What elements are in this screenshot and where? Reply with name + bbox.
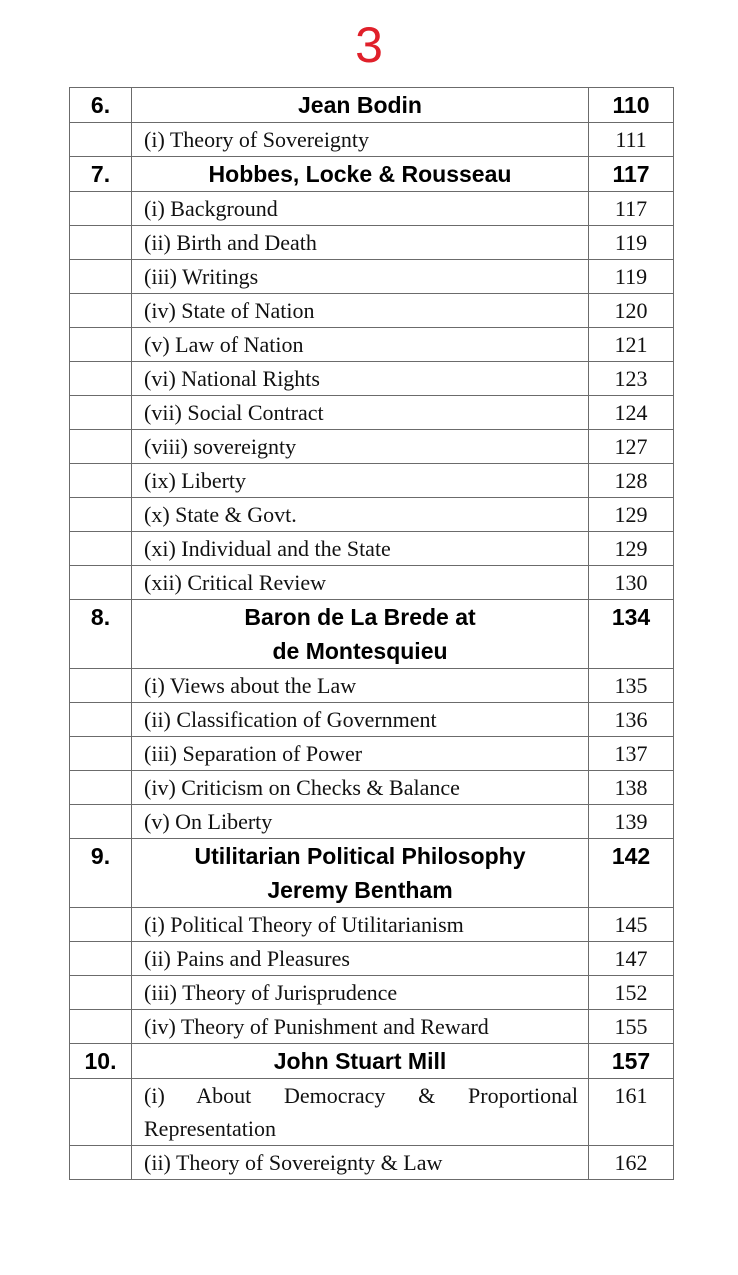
chapter-page: 134 <box>589 600 674 669</box>
section-page: 111 <box>589 123 674 157</box>
section-title: (iii) Theory of Jurisprudence <box>132 976 589 1010</box>
section-page: 161 <box>589 1079 674 1146</box>
section-title: (iv) Theory of Punishment and Reward <box>132 1010 589 1044</box>
chapter-row <box>70 157 674 192</box>
chapter-number: 9. <box>70 839 132 908</box>
section-page: 145 <box>589 908 674 942</box>
section-title: (i) Views about the Law <box>132 669 589 703</box>
chapter-page: 157 <box>589 1044 674 1079</box>
section-title: (i) Background <box>132 192 589 226</box>
section-title: (vii) Social Contract <box>132 396 589 430</box>
section-title <box>132 1079 589 1146</box>
section-row <box>70 703 674 737</box>
section-row <box>70 430 674 464</box>
section-page: 127 <box>589 430 674 464</box>
chapter-title <box>132 600 589 669</box>
section-row <box>70 1010 674 1044</box>
chapter-page: 142 <box>589 839 674 908</box>
section-page: 162 <box>589 1146 674 1180</box>
section-title: (vi) National Rights <box>132 362 589 396</box>
section-row <box>70 805 674 839</box>
section-title: (v) Law of Nation <box>132 328 589 362</box>
section-page: 137 <box>589 737 674 771</box>
section-title: (iii) Separation of Power <box>132 737 589 771</box>
section-page: 121 <box>589 328 674 362</box>
chapter-title: John Stuart Mill <box>132 1044 589 1079</box>
chapter-number: 7. <box>70 157 132 192</box>
chapter-page: 110 <box>589 88 674 123</box>
chapter-title <box>132 839 589 908</box>
chapter-title-line: de Montesquieu <box>272 638 448 664</box>
section-title: (v) On Liberty <box>132 805 589 839</box>
chapter-title-line: Utilitarian Political Philosophy <box>194 843 526 869</box>
chapter-title: Jean Bodin <box>132 88 589 123</box>
section-row <box>70 669 674 703</box>
section-row <box>70 396 674 430</box>
section-page: 135 <box>589 669 674 703</box>
chapter-title-line: Baron de La Brede at <box>244 604 476 630</box>
chapter-row <box>70 839 674 908</box>
chapter-row <box>70 88 674 123</box>
table-of-contents <box>69 87 674 1180</box>
section-title: (i) Political Theory of Utilitarianism <box>132 908 589 942</box>
section-page: 130 <box>589 566 674 600</box>
chapter-row <box>70 600 674 669</box>
section-page: 119 <box>589 226 674 260</box>
chapter-number: 6. <box>70 88 132 123</box>
section-row <box>70 908 674 942</box>
section-title: (xi) Individual and the State <box>132 532 589 566</box>
section-title: (xii) Critical Review <box>132 566 589 600</box>
section-page: 129 <box>589 532 674 566</box>
section-title-line: (i) About Democracy & Proportional <box>144 1083 578 1108</box>
section-row <box>70 498 674 532</box>
section-row <box>70 464 674 498</box>
chapter-title-line: Jeremy Bentham <box>267 877 453 903</box>
section-row <box>70 737 674 771</box>
chapter-number: 8. <box>70 600 132 669</box>
section-page: 120 <box>589 294 674 328</box>
section-row <box>70 192 674 226</box>
section-title: (viii) sovereignty <box>132 430 589 464</box>
section-page: 119 <box>589 260 674 294</box>
section-title: (x) State & Govt. <box>132 498 589 532</box>
section-page: 123 <box>589 362 674 396</box>
section-page: 129 <box>589 498 674 532</box>
section-title: (ii) Pains and Pleasures <box>132 942 589 976</box>
section-row <box>70 532 674 566</box>
section-title: (iv) Criticism on Checks & Balance <box>132 771 589 805</box>
section-row <box>70 1146 674 1180</box>
section-row <box>70 226 674 260</box>
section-row <box>70 566 674 600</box>
section-row <box>70 328 674 362</box>
section-title-line: Representation <box>144 1116 276 1141</box>
section-title: (ii) Birth and Death <box>132 226 589 260</box>
section-row <box>70 123 674 157</box>
section-page: 147 <box>589 942 674 976</box>
section-page: 152 <box>589 976 674 1010</box>
page-number: 3 <box>355 17 383 73</box>
section-row <box>70 362 674 396</box>
section-page: 124 <box>589 396 674 430</box>
section-page: 155 <box>589 1010 674 1044</box>
section-row <box>70 942 674 976</box>
section-title: (i) Theory of Sovereignty <box>132 123 589 157</box>
section-row <box>70 976 674 1010</box>
section-row <box>70 1079 674 1146</box>
section-page: 117 <box>589 192 674 226</box>
chapter-page: 117 <box>589 157 674 192</box>
section-row <box>70 771 674 805</box>
section-title: (ix) Liberty <box>132 464 589 498</box>
section-title: (iii) Writings <box>132 260 589 294</box>
section-page: 136 <box>589 703 674 737</box>
chapter-title: Hobbes, Locke & Rousseau <box>132 157 589 192</box>
chapter-row <box>70 1044 674 1079</box>
section-title: (ii) Classification of Government <box>132 703 589 737</box>
section-title: (iv) State of Nation <box>132 294 589 328</box>
section-row <box>70 294 674 328</box>
section-page: 139 <box>589 805 674 839</box>
chapter-number: 10. <box>70 1044 132 1079</box>
section-page: 138 <box>589 771 674 805</box>
section-page: 128 <box>589 464 674 498</box>
section-row <box>70 260 674 294</box>
section-title: (ii) Theory of Sovereignty & Law <box>132 1146 589 1180</box>
